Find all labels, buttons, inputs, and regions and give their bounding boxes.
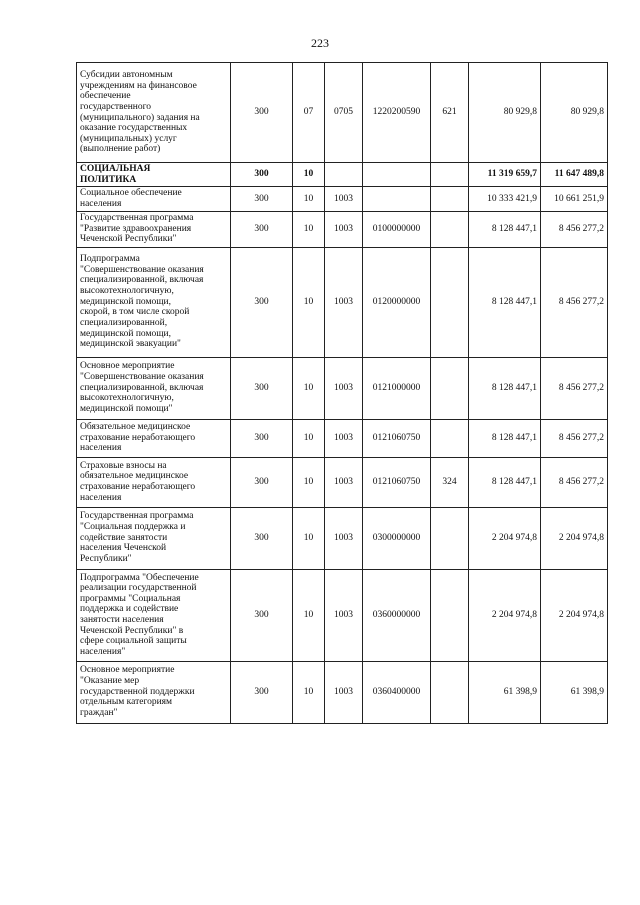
row-name-cell: Обязательное медицинское страхование неработающего населения <box>77 419 231 457</box>
razdel-cell: 10 <box>293 569 325 661</box>
podrazdel-cell: 1003 <box>325 661 363 723</box>
sum-year1-cell: 8 128 447,1 <box>469 357 541 419</box>
vid-rashodov-cell: 324 <box>431 457 469 507</box>
glava-cell: 300 <box>231 661 293 723</box>
podrazdel-cell: 1003 <box>325 247 363 357</box>
table-row <box>77 661 608 723</box>
vid-rashodov-cell <box>431 247 469 357</box>
celevaya-statya-cell: 1220200590 <box>363 63 431 163</box>
page-number: 223 <box>311 36 329 50</box>
celevaya-statya-cell <box>363 163 431 187</box>
podrazdel-cell: 1003 <box>325 569 363 661</box>
table-row <box>77 247 608 357</box>
sum-year1-cell: 61 398,9 <box>469 661 541 723</box>
sum-year2-cell: 8 456 277,2 <box>541 211 608 247</box>
podrazdel-cell: 1003 <box>325 457 363 507</box>
sum-year2-cell: 8 456 277,2 <box>541 247 608 357</box>
vid-rashodov-cell <box>431 211 469 247</box>
row-name-cell: Подпрограмма "Совершенствование оказания специализированной, включая высокотехнологичную, медицинской помощи, скорой, в том числе скорой специализированной, медицинской помощи, медицинской эвакуации" <box>77 247 231 357</box>
celevaya-statya-cell: 0100000000 <box>363 211 431 247</box>
table-row <box>77 457 608 507</box>
sum-year1-cell: 80 929,8 <box>469 63 541 163</box>
sum-year1-cell: 8 128 447,1 <box>469 247 541 357</box>
razdel-cell: 10 <box>293 247 325 357</box>
sum-year2-cell: 2 204 974,8 <box>541 569 608 661</box>
row-name-cell: Государственная программа "Социальная поддержка и содействие занятости населения Чеченской Республики" <box>77 507 231 569</box>
table-row <box>77 63 608 163</box>
table-row <box>77 419 608 457</box>
glava-cell: 300 <box>231 63 293 163</box>
celevaya-statya-cell: 0120000000 <box>363 247 431 357</box>
celevaya-statya-cell <box>363 187 431 211</box>
razdel-cell: 10 <box>293 357 325 419</box>
glava-cell: 300 <box>231 507 293 569</box>
glava-cell: 300 <box>231 569 293 661</box>
celevaya-statya-cell: 0121000000 <box>363 357 431 419</box>
glava-cell: 300 <box>231 457 293 507</box>
glava-cell: 300 <box>231 163 293 187</box>
sum-year2-cell: 8 456 277,2 <box>541 357 608 419</box>
vid-rashodov-cell <box>431 163 469 187</box>
table-row <box>77 211 608 247</box>
podrazdel-cell: 1003 <box>325 507 363 569</box>
podrazdel-cell: 1003 <box>325 419 363 457</box>
row-name-cell: Основное мероприятие "Оказание мер государственной поддержки отдельным категориям граждан" <box>77 661 231 723</box>
row-name-cell: Подпрограмма "Обеспечение реализации государственной программы "Социальная поддержка и содействие занятости населения Чеченской Республики" в сфере социальной защиты населения" <box>77 569 231 661</box>
podrazdel-cell: 1003 <box>325 357 363 419</box>
sum-year1-cell: 11 319 659,7 <box>469 163 541 187</box>
razdel-cell: 07 <box>293 63 325 163</box>
podrazdel-cell: 1003 <box>325 187 363 211</box>
row-name-cell: Субсидии автономным учреждениям на финансовое обеспечение государственного (муниципального) задания на оказание государственных (муниципальных) услуг (выполнение работ) <box>77 63 231 163</box>
row-name-cell: Социальное обеспечение населения <box>77 187 231 211</box>
table-row <box>77 163 608 187</box>
vid-rashodov-cell <box>431 569 469 661</box>
glava-cell: 300 <box>231 357 293 419</box>
glava-cell: 300 <box>231 419 293 457</box>
vid-rashodov-cell <box>431 357 469 419</box>
celevaya-statya-cell: 0360400000 <box>363 661 431 723</box>
vid-rashodov-cell: 621 <box>431 63 469 163</box>
razdel-cell: 10 <box>293 419 325 457</box>
sum-year1-cell: 2 204 974,8 <box>469 507 541 569</box>
row-name-cell: Государственная программа "Развитие здравоохранения Чеченской Республики" <box>77 211 231 247</box>
sum-year1-cell: 8 128 447,1 <box>469 211 541 247</box>
celevaya-statya-cell: 0121060750 <box>363 457 431 507</box>
vid-rashodov-cell <box>431 419 469 457</box>
celevaya-statya-cell: 0121060750 <box>363 419 431 457</box>
razdel-cell: 10 <box>293 507 325 569</box>
sum-year2-cell: 11 647 489,8 <box>541 163 608 187</box>
sum-year2-cell: 61 398,9 <box>541 661 608 723</box>
budget-table <box>76 62 608 724</box>
razdel-cell: 10 <box>293 661 325 723</box>
row-name-cell: Основное мероприятие "Совершенствование оказания специализированной, включая высокотехнологичную, медицинской помощи" <box>77 357 231 419</box>
row-name-cell: Страховые взносы на обязательное медицинское страхование неработающего населения <box>77 457 231 507</box>
podrazdel-cell: 0705 <box>325 63 363 163</box>
sum-year2-cell: 80 929,8 <box>541 63 608 163</box>
razdel-cell: 10 <box>293 187 325 211</box>
glava-cell: 300 <box>231 187 293 211</box>
table-row <box>77 357 608 419</box>
vid-rashodov-cell <box>431 661 469 723</box>
glava-cell: 300 <box>231 211 293 247</box>
table-row <box>77 187 608 211</box>
razdel-cell: 10 <box>293 457 325 507</box>
razdel-cell: 10 <box>293 163 325 187</box>
table-body <box>77 63 608 724</box>
table-row <box>77 507 608 569</box>
sum-year2-cell: 8 456 277,2 <box>541 419 608 457</box>
razdel-cell: 10 <box>293 211 325 247</box>
row-name-cell: СОЦИАЛЬНАЯ ПОЛИТИКА <box>77 163 231 187</box>
podrazdel-cell <box>325 163 363 187</box>
sum-year2-cell: 8 456 277,2 <box>541 457 608 507</box>
table-row <box>77 569 608 661</box>
vid-rashodov-cell <box>431 507 469 569</box>
celevaya-statya-cell: 0300000000 <box>363 507 431 569</box>
sum-year1-cell: 8 128 447,1 <box>469 419 541 457</box>
sum-year2-cell: 10 661 251,9 <box>541 187 608 211</box>
sum-year1-cell: 2 204 974,8 <box>469 569 541 661</box>
podrazdel-cell: 1003 <box>325 211 363 247</box>
sum-year2-cell: 2 204 974,8 <box>541 507 608 569</box>
vid-rashodov-cell <box>431 187 469 211</box>
sum-year1-cell: 8 128 447,1 <box>469 457 541 507</box>
celevaya-statya-cell: 0360000000 <box>363 569 431 661</box>
glava-cell: 300 <box>231 247 293 357</box>
sum-year1-cell: 10 333 421,9 <box>469 187 541 211</box>
